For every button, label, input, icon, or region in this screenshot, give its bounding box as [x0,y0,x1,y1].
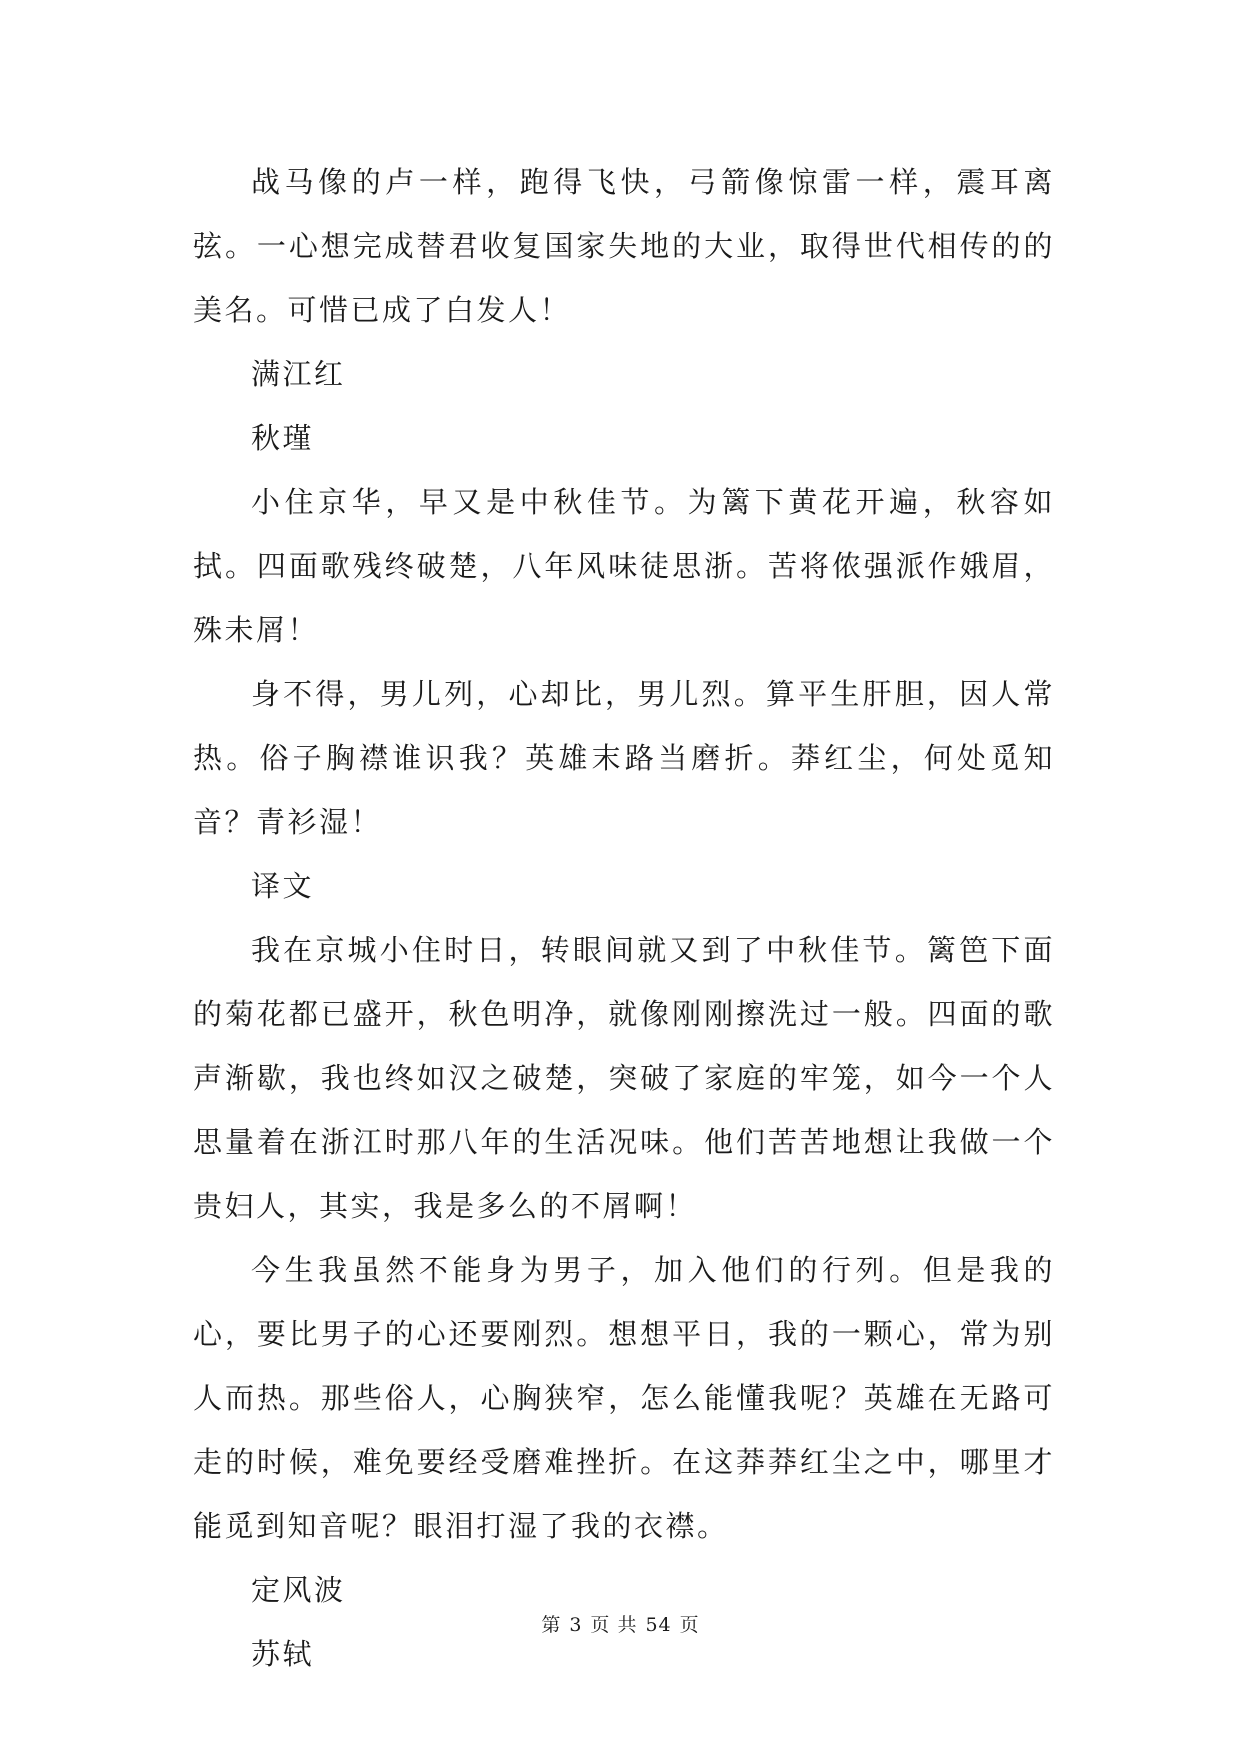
footer-prefix: 第 [541,1614,562,1636]
poem-title-ding-feng-bo: 定风波 [251,1573,346,1607]
poem-author-qiu-jin: 秋瑾 [251,421,315,455]
poem-stanza-2: 身不得，男儿列，心却比，男儿烈。算平生肝胆，因人常热。俗子胸襟谁识我？英雄末路当磨折。莽红尘，何处觅知音？青衫湿！ [193,677,1055,839]
footer-page-number: 3 [569,1614,583,1636]
translation-heading: 译文 [251,869,315,903]
footer-suffix: 页 [679,1614,700,1636]
translation-paragraph-1: 我在京城小住时日，转眼间就又到了中秋佳节。篱笆下面的菊花都已盛开，秋色明净，就像刚刚擦洗过一般。四面的歌声渐歇，我也终如汉之破楚，突破了家庭的牢笼，如今一个人思量着在浙江时那八年的生活况味。他们苦苦地想让我做一个贵妇人，其实，我是多么的不屑啊！ [193,933,1055,1223]
poem-author-su-shi: 苏轼 [251,1637,315,1671]
footer-middle: 页 共 [590,1614,638,1636]
paragraph-ma-zuo-translation: 战马像的卢一样，跑得飞快，弓箭像惊雷一样，震耳离弦。一心想完成替君收复国家失地的大业，取得世代相传的的美名。可惜已成了白发人！ [193,165,1055,327]
translation-paragraph-2: 今生我虽然不能身为男子，加入他们的行列。但是我的心，要比男子的心还要刚烈。想想平日，我的一颗心，常为别人而热。那些俗人，心胸狭窄，怎么能懂我呢？英雄在无路可走的时候，难免要经受磨难挫折。在这莽莽红尘之中，哪里才能觅到知音呢？眼泪打湿了我的衣襟。 [193,1253,1055,1543]
footer-total-pages: 54 [645,1614,672,1636]
page-footer [0,1610,1241,1637]
poem-stanza-1: 小住京华，早又是中秋佳节。为篱下黄花开遍，秋容如拭。四面歌残终破楚，八年风味徒思浙。苦将侬强派作娥眉，殊未屑！ [193,485,1055,647]
poem-title-man-jiang-hong: 满江红 [251,357,346,391]
document-body [193,150,1055,1686]
